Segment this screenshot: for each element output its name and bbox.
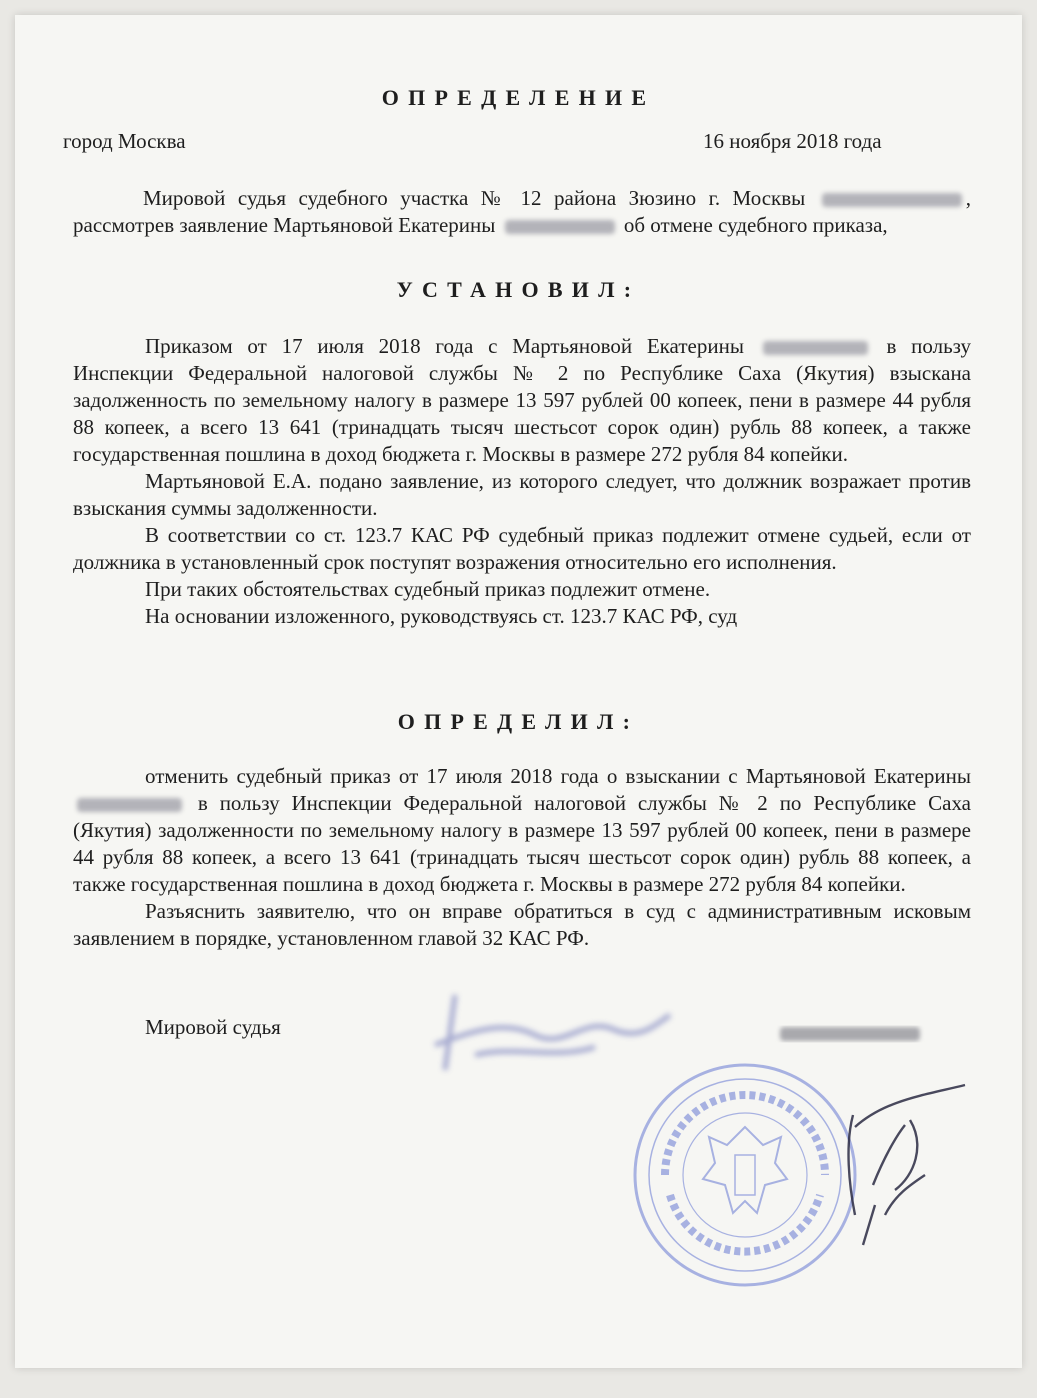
- stamp-signature-mark: [815, 1065, 975, 1255]
- document-date: 16 ноября 2018 года: [703, 129, 882, 153]
- document-page: [15, 15, 1022, 1368]
- established-p3: В соответствии со ст. 123.7 КАС РФ судебный приказ подлежит отмене судьей, если от должника в установленный срок поступят возражения относительно его исполнения.: [73, 523, 971, 574]
- ruled-text: [73, 763, 971, 952]
- intro-part4: об отмене судебного приказа,: [623, 213, 888, 237]
- redacted-patronymic: [77, 798, 182, 812]
- section-ruled-heading: ОПРЕДЕЛИЛ:: [397, 709, 640, 734]
- established-p5: На основании изложенного, руководствуясь ст. 123.7 КАС РФ, суд: [145, 604, 738, 628]
- established-p2: Мартьяновой Е.А. подано заявление, из которого следует, что должник возражает против взыскания суммы задолженности.: [73, 469, 971, 520]
- section-established-heading: УСТАНОВИЛ:: [396, 277, 641, 302]
- established-p4: При таких обстоятельствах судебный приказ подлежит отмене.: [145, 577, 711, 601]
- document-place: город Москва: [63, 129, 186, 153]
- ruled-p1-rest: в пользу Инспекции Федеральной налоговой службы № 2 по Республике Саха (Якутия) задолженности по земельному налогу в размере 13 597 рублей 00 копеек, пени в размере 44 рубля 88 копеек, а всего 13 641 (тринадцать тысяч шестьсот сорок один) рубль 88 копеек, а также государственная пошлина в доход бюджета г. Москвы в размере 272 рубля 84 копейки.: [73, 791, 971, 896]
- redacted-judge-signature-name: [775, 1019, 925, 1049]
- intro-paragraph: [73, 185, 971, 239]
- established-text: [73, 333, 971, 630]
- redacted-judge-name: [822, 193, 962, 207]
- ruled-p1-start: отменить судебный приказ от 17 июля 2018 года о взыскании с Мартьяновой Екатерины: [145, 764, 971, 788]
- document-title: ОПРЕДЕЛЕНИЕ: [381, 85, 656, 110]
- established-p1-rest: в пользу Инспекции Федеральной налоговой службы № 2 по Республике Саха (Якутия) взыскана задолженность по земельному налогу в размере 13 597 рублей 00 копеек, пени в размере 44 рубля 88 копеек, а всего 13 641 (тринадцать тысяч шестьсот сорок один) рубль 88 копеек, а также государственная пошлина в доход бюджета г. Москвы в размере 272 рубля 84 копейки.: [73, 334, 972, 466]
- established-p1-start: Приказом от 17 июля 2018 года с Мартьяновой Екатерины: [145, 334, 744, 358]
- intro-part2: ,: [965, 186, 971, 210]
- redacted-patronymic: [763, 341, 868, 355]
- intro-part3: рассмотрев заявление Мартьяновой Екатерины: [73, 213, 496, 237]
- intro-part1: Мировой судья судебного участка № 12 района Зюзино г. Москвы: [143, 186, 806, 210]
- ruled-p2: Разъяснить заявителю, что он вправе обратиться в суд с административным исковым заявлением в порядке, установленном главой 32 КАС РФ.: [73, 899, 971, 950]
- signature-label: Мировой судья: [145, 1015, 281, 1039]
- redacted-patronymic: [505, 220, 615, 234]
